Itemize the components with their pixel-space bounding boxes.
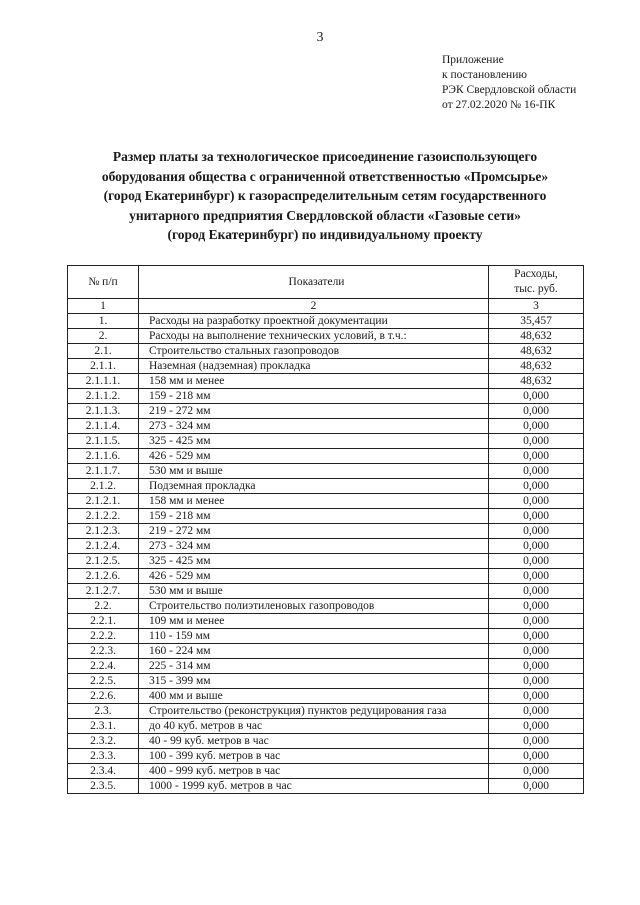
row-indicator: 159 - 218 мм [139,389,489,404]
table-row [68,554,584,569]
table-row [68,734,584,749]
table-row [68,434,584,449]
row-value: 0,000 [489,569,584,584]
row-number: 2.1.1.7. [68,464,139,479]
row-value: 0,000 [489,779,584,794]
row-number: 2.3.2. [68,734,139,749]
row-value: 0,000 [489,704,584,719]
table-row [68,584,584,599]
row-value: 0,000 [489,659,584,674]
row-indicator: 219 - 272 мм [139,524,489,539]
title-line: (город Екатеринбург) к газораспределительным сетям государственного [103,188,547,203]
title-line: унитарного предприятия Свердловской области «Газовые сети» [129,207,521,223]
row-indicator: 109 мм и менее [139,614,489,629]
table-row [68,689,584,704]
row-value: 0,000 [489,749,584,764]
row-value: 0,000 [489,449,584,464]
cost-table [67,265,584,794]
row-number: 2.3.3. [68,749,139,764]
row-indicator: 100 - 399 куб. метров в час [139,749,489,764]
row-number: 1. [68,314,139,329]
row-number: 2.1.2.4. [68,539,139,554]
table-row [68,569,584,584]
row-indicator: 110 - 159 мм [139,629,489,644]
row-value: 48,632 [489,359,584,374]
table-row [68,374,584,389]
row-value: 0,000 [489,764,584,779]
row-indicator: 325 - 425 мм [139,554,489,569]
row-indicator: Расходы на выполнение технических условий, в т.ч.: [139,329,489,344]
title-line: оборудования общества с ограниченной ответственностью «Промсырье» [101,168,549,184]
row-indicator: Строительство стальных газопроводов [139,344,489,359]
row-number: 2.1.1.3. [68,404,139,419]
table-row [68,599,584,614]
row-indicator: 426 - 529 мм [139,449,489,464]
table-row [68,674,584,689]
row-indicator: 325 - 425 мм [139,434,489,449]
header-cost-line: Расходы, [514,268,558,280]
row-value: 0,000 [489,614,584,629]
row-indicator: 159 - 218 мм [139,509,489,524]
row-number: 2.3.1. [68,719,139,734]
row-indicator: 273 - 324 мм [139,419,489,434]
row-indicator: 426 - 529 мм [139,569,489,584]
row-number: 2.3.5. [68,779,139,794]
row-indicator: 160 - 224 мм [139,644,489,659]
row-value: 0,000 [489,689,584,704]
table-body [68,314,584,794]
table-row [68,719,584,734]
row-indicator: 40 - 99 куб. метров в час [139,734,489,749]
row-number: 2.2.5. [68,674,139,689]
row-number: 2.1.1.4. [68,419,139,434]
header-num: № п/п [68,266,139,299]
row-number: 2.1.2. [68,479,139,494]
row-number: 2.1. [68,344,139,359]
row-number: 2.1.2.5. [68,554,139,569]
row-value: 0,000 [489,524,584,539]
table-row [68,344,584,359]
column-number-row [68,299,584,314]
row-indicator: Наземная (надземная) прокладка [139,359,489,374]
row-number: 2.3. [68,704,139,719]
row-indicator: 273 - 324 мм [139,539,489,554]
table-row [68,704,584,719]
row-number: 2.1.2.6. [68,569,139,584]
row-value: 35,457 [489,314,584,329]
appendix-line: Приложение [442,54,504,66]
column-number: 2 [139,299,489,314]
row-value: 0,000 [489,479,584,494]
table-row [68,479,584,494]
row-value: 0,000 [489,434,584,449]
row-indicator: 530 мм и выше [139,464,489,479]
table-row [68,779,584,794]
table-row [68,614,584,629]
row-indicator: 225 - 314 мм [139,659,489,674]
row-value: 0,000 [489,539,584,554]
row-value: 0,000 [489,734,584,749]
table-row [68,644,584,659]
row-value: 0,000 [489,599,584,614]
row-number: 2.2.3. [68,644,139,659]
row-indicator: Строительство полиэтиленовых газопроводов [139,599,489,614]
row-number: 2.2. [68,599,139,614]
table-row [68,659,584,674]
row-value: 48,632 [489,329,584,344]
row-value: 0,000 [489,419,584,434]
row-number: 2. [68,329,139,344]
row-value: 0,000 [489,404,584,419]
row-indicator: 315 - 399 мм [139,674,489,689]
header-indicator: Показатели [139,266,489,299]
table-row [68,389,584,404]
row-indicator: 158 мм и менее [139,374,489,389]
appendix-line: к постановлению [442,69,527,81]
row-indicator: Расходы на разработку проектной документации [139,314,489,329]
row-number: 2.1.1.1. [68,374,139,389]
row-number: 2.2.4. [68,659,139,674]
row-value: 0,000 [489,494,584,509]
table-row [68,404,584,419]
row-number: 2.1.2.1. [68,494,139,509]
table-row [68,449,584,464]
row-indicator: 1000 - 1999 куб. метров в час [139,779,489,794]
row-number: 2.1.1.2. [68,389,139,404]
appendix-block [442,53,632,113]
table-row [68,764,584,779]
appendix-line: от 27.02.2020 № 16-ПК [442,99,556,111]
header-cost [489,266,584,299]
column-number: 3 [489,299,584,314]
table-row [68,314,584,329]
row-value: 48,632 [489,374,584,389]
row-number: 2.1.1.6. [68,449,139,464]
row-number: 2.2.6. [68,689,139,704]
row-indicator: 400 - 999 куб. метров в час [139,764,489,779]
row-indicator: 158 мм и менее [139,494,489,509]
row-value: 48,632 [489,344,584,359]
table-row [68,629,584,644]
row-value: 0,000 [489,629,584,644]
row-indicator: 219 - 272 мм [139,404,489,419]
table-row [68,464,584,479]
table-row [68,494,584,509]
row-value: 0,000 [489,584,584,599]
row-number: 2.1.1. [68,359,139,374]
row-indicator: 530 мм и выше [139,584,489,599]
column-number: 1 [68,299,139,314]
row-value: 0,000 [489,389,584,404]
appendix-line: РЭК Свердловской области [442,84,577,96]
row-number: 2.3.4. [68,764,139,779]
row-number: 2.1.2.2. [68,509,139,524]
page-number: 3 [316,30,324,45]
table-row [68,419,584,434]
row-number: 2.2.2. [68,629,139,644]
document-title [60,147,590,245]
row-value: 0,000 [489,674,584,689]
row-value: 0,000 [489,509,584,524]
row-value: 0,000 [489,644,584,659]
row-number: 2.2.1. [68,614,139,629]
row-number: 2.1.1.5. [68,434,139,449]
row-number: 2.1.2.7. [68,584,139,599]
row-indicator: до 40 куб. метров в час [139,719,489,734]
row-number: 2.1.2.3. [68,524,139,539]
header-cost-line: тыс. руб. [514,283,558,295]
table-row [68,509,584,524]
table-header-row [68,266,584,299]
title-line: (город Екатеринбург) по индивидуальному проекту [167,227,483,242]
row-indicator: 400 мм и выше [139,689,489,704]
title-line: Размер платы за технологическое присоединение газоиспользующего [112,149,538,164]
table-row [68,359,584,374]
row-value: 0,000 [489,464,584,479]
table-row [68,524,584,539]
table-row [68,749,584,764]
row-value: 0,000 [489,719,584,734]
table-row [68,329,584,344]
row-value: 0,000 [489,554,584,569]
row-indicator: Подземная прокладка [139,479,489,494]
row-indicator: Строительство (реконструкция) пунктов редуцирования газа [139,704,489,719]
table-row [68,539,584,554]
